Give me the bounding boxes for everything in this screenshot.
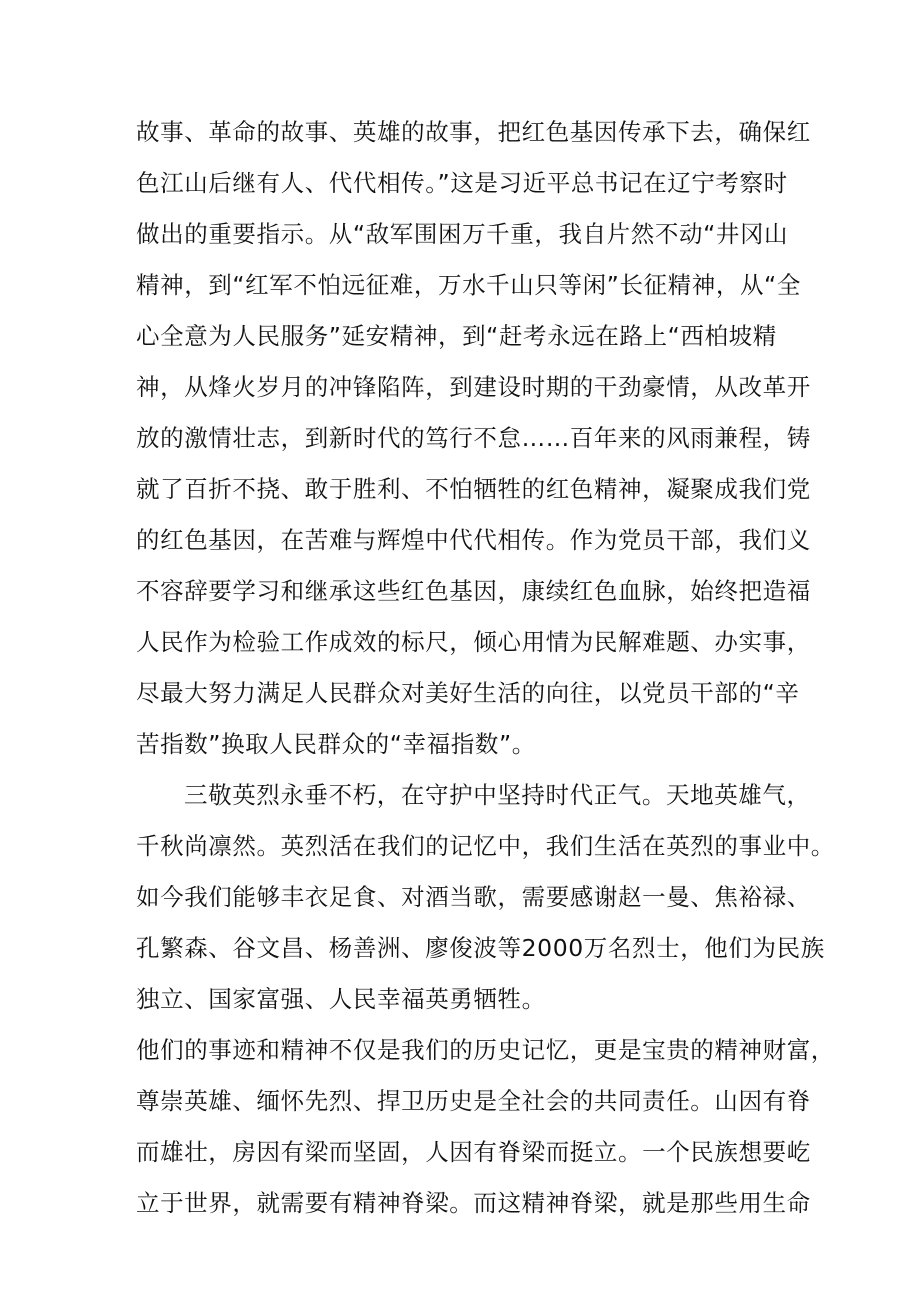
text-line: 而雄壮，房因有梁而坚固，人因有脊梁而挺立。一个民族想要屹 — [136, 1138, 811, 1166]
text-line: 精神，到“红军不怕远征难，万水千山只等闲”长征精神，从“全 — [136, 271, 801, 299]
text-line: 孔繁森、谷文昌、杨善洲、廖俊波等2000万名烈士，他们为民族 — [136, 934, 825, 962]
text-line: 故事、革命的故事、英雄的故事，把红色基因传承下去，确保红 — [136, 118, 811, 146]
text-line: 苦指数”换取人民群众的“幸福指数”。 — [136, 730, 536, 758]
text-line: 就了百折不挠、敢于胜利、不怕牺牲的红色精神，凝聚成我们党 — [136, 475, 811, 503]
text-line: 放的激情壮志，到新时代的笃行不怠……百年来的风雨兼程，铸 — [136, 424, 811, 452]
text-line: 立于世界，就需要有精神脊梁。而这精神脊梁，就是那些用生命 — [136, 1189, 811, 1217]
text-line: 三敬英烈永垂不朽，在守护中坚持时代正气。天地英雄气， — [184, 781, 811, 809]
text-line: 如今我们能够丰衣足食、对酒当歌，需要感谢赵一曼、焦裕禄、 — [136, 883, 811, 911]
text-line: 独立、国家富强、人民幸福英勇牺牲。 — [136, 985, 546, 1013]
text-line: 人民作为检验工作成效的标尺，倾心用情为民解难题、办实事， — [136, 628, 811, 656]
text-line: 尽最大努力满足人民群众对美好生活的向往，以党员干部的“辛 — [136, 679, 800, 707]
text-line: 做出的重要指示。从“敌军围困万千重，我自片然不动“井冈山 — [136, 220, 789, 248]
text-line: 他们的事迹和精神不仅是我们的历史记忆，更是宝贵的精神财富， — [136, 1036, 835, 1064]
text-line: 神，从烽火岁月的冲锋陷阵，到建设时期的干劲豪情，从改革开 — [136, 373, 811, 401]
text-line: 心全意为人民服务”延安精神，到“赶考永远在路上“西柏坡精 — [136, 322, 777, 350]
text-line: 色江山后继有人、代代相传。”这是习近平总书记在辽宁考察时 — [136, 169, 788, 197]
text-line: 的红色基因，在苦难与辉煌中代代相传。作为党员干部，我们义 — [136, 526, 811, 554]
text-line: 不容辞要学习和继承这些红色基因，康续红色血脉，始终把造福 — [136, 577, 811, 605]
text-line: 尊崇英雄、缅怀先烈、捍卫历史是全社会的共同责任。山因有脊 — [136, 1087, 811, 1115]
text-line: 千秋尚凛然。英烈活在我们的记忆中，我们生活在英烈的事业中。 — [136, 832, 835, 860]
